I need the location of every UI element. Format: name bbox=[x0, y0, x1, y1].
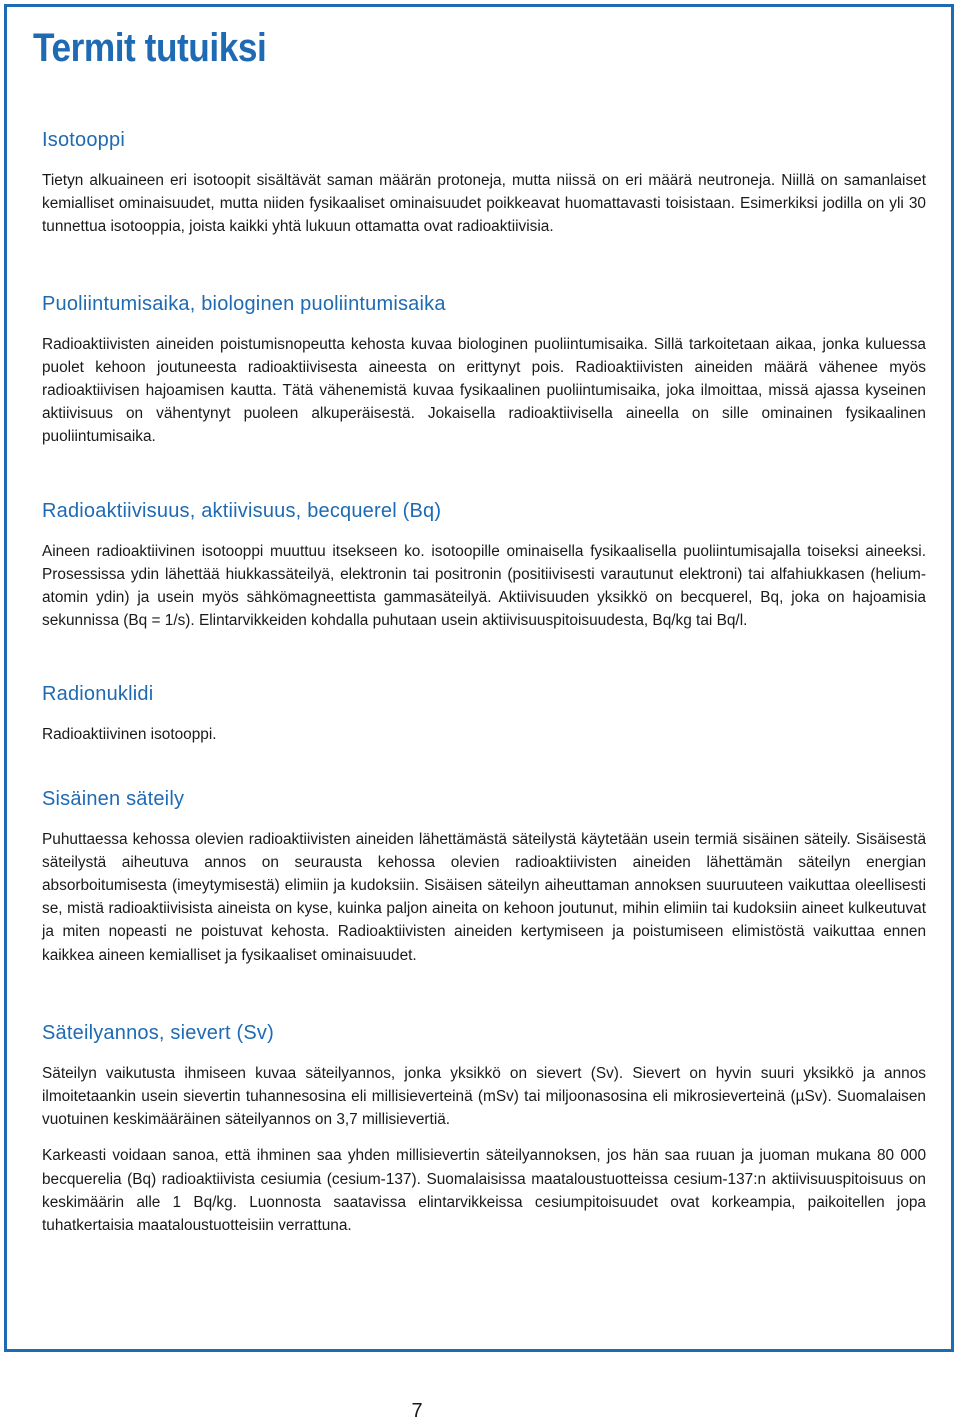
section-paragraph-isotooppi: Tietyn alkuaineen eri isotoopit sisältävät saman määrän protoneja, mutta niissä on eri määrä neutroneja. Niillä on samanlaiset kemialliset ominaisuudet, mutta niiden fysikaaliset ominaisuudet poikkeavat huomattavasti toisistaan. Esimerkiksi jodilla on yli 30 tunnettua isotooppia, joista kaikki yhtä lukuun ottamatta ovat radioaktiivisia. bbox=[42, 172, 926, 236]
section-heading-sateilyannos: Säteilyannos, sievert (Sv) bbox=[42, 1021, 274, 1044]
section-paragraph-radionuklidi: Radioaktiivinen isotooppi. bbox=[42, 726, 217, 744]
section-radionuklidi bbox=[42, 678, 926, 746]
section-radioaktiivisuus bbox=[42, 495, 926, 633]
section-isotooppi bbox=[42, 124, 926, 239]
section-paragraph-radioaktiivisuus: Aineen radioaktiivinen isotooppi muuttuu itsekseen ko. isotoopille ominaisella fysikaalisella puoliintumisajalla toiseksi aineeksi. Prosessissa ydin lähettää hiukkassäteilyä, elektronin tai positronin (positiivisesti varautunut elektroni) tai alfahiukkasen (helium-atomin ydin) ja usein myös sähkömagneettista gammasäteilyä. Aktiivisuuden yksikkö on becquerel, Bq, joka on hajoamisia sekunnissa (Bq = 1/s). Elintarvikkeiden kohdalla puhutaan usein aktiivisuuspitoisuudesta, Bq/kg tai Bq/l. bbox=[42, 542, 926, 630]
section-paragraph-sateilyannos-2: Karkeasti voidaan sanoa, että ihminen saa yhden millisievertin säteilyannoksen, jos hän saa ruuan ja juoman mukana 80 000 becquerelia (Bq) radioaktiivista cesiumia (cesium-137). Suomalaisissa maataloustuotteissa cesium-137:n aktiivisuuspitoisuus on keskimäärin alle 1 Bq/kg. Luonnosta saatavissa elintarvikkeissa cesiumpitoisuudet ovat korkeampia, paikoitellen jopa tuhatkertaisia maataloustuotteisiin verrattuna. bbox=[42, 1147, 926, 1235]
section-paragraph-sateilyannos-1: Säteilyn vaikutusta ihmiseen kuvaa säteilyannos, jonka yksikkö on sievert (Sv). Sievert on hyvin suuri yksikkö ja annos ilmoitetaankin usein sievertin tuhannesosina eli millisieverteinä (mSv) tai miljoonasosina eli mikrosieverteinä (µSv). Suomalaisen vuotuinen keskimääräinen säteilyannos on 3,7 millisievertiä. bbox=[42, 1064, 926, 1129]
section-heading-sisainen-sateily: Sisäinen säteily bbox=[42, 787, 185, 810]
section-heading-radionuklidi: Radionuklidi bbox=[42, 683, 154, 706]
section-sisainen-sateily bbox=[42, 783, 926, 967]
glossary-content bbox=[42, 124, 926, 1237]
page-number: 7 bbox=[411, 1400, 423, 1422]
section-heading-puoliintumisaika: Puoliintumisaika, biologinen puoliintumisaika bbox=[42, 292, 446, 315]
page-title: Termit tutuiksi bbox=[33, 26, 267, 70]
section-heading-radioaktiivisuus: Radioaktiivisuus, aktiivisuus, becquerel (Bq) bbox=[42, 499, 442, 522]
section-paragraph-puoliintumisaika: Radioaktiivisten aineiden poistumisnopeutta kehosta kuvaa biologinen puoliintumisaika. Sillä tarkoitetaan aikaa, jonka kuluessa puolet kehoon joutuneesta radioaktiivisesta aineesta on erittynyt pois. Radioaktiivisten aineiden määrä vähenee myös radioaktiivisen hajoamisen kautta. Tätä vähenemistä kuvaa fysikaalinen puoliintumisaika, joka ilmoittaa, missä ajassa kyseinen aktiivisuus on vähentynyt puoleen alkuperäisestä. Jokaisella radioaktiivisella aineella on sille ominainen fysikaalinen puoliintumisaika. bbox=[42, 335, 926, 446]
section-sateilyannos bbox=[42, 1017, 926, 1237]
section-puoliintumisaika bbox=[42, 288, 926, 449]
section-paragraph-sisainen-sateily: Puhuttaessa kehossa olevien radioaktiivisten aineiden lähettämästä säteilystä käytetään usein termiä sisäinen säteily. Sisäisestä säteilystä aiheutuva annos on seurausta kehossa olevien radioaktiivisten aineiden lähettämän säteilyn energian absorboitumisesta (imeytymisestä) elimiin ja kudoksiin. Sisäisen säteilyn aiheuttaman annoksen suuruuteen vaikuttaa oleellisesti se, mistä radioaktiivisista aineista on kyse, kuinka paljon aineita on kehoon joutunut, mihin elimiin tai kudoksiin aineet kulkeutuvat ja miten nopeasti ne poistuvat kehosta. Radioaktiivisten aineiden kertymiseen ja poistumiseen elimistöstä vaikuttaa ennen kaikkea aineen kemialliset ja fysikaaliset ominaisuudet. bbox=[42, 830, 926, 964]
section-heading-isotooppi: Isotooppi bbox=[42, 129, 125, 151]
